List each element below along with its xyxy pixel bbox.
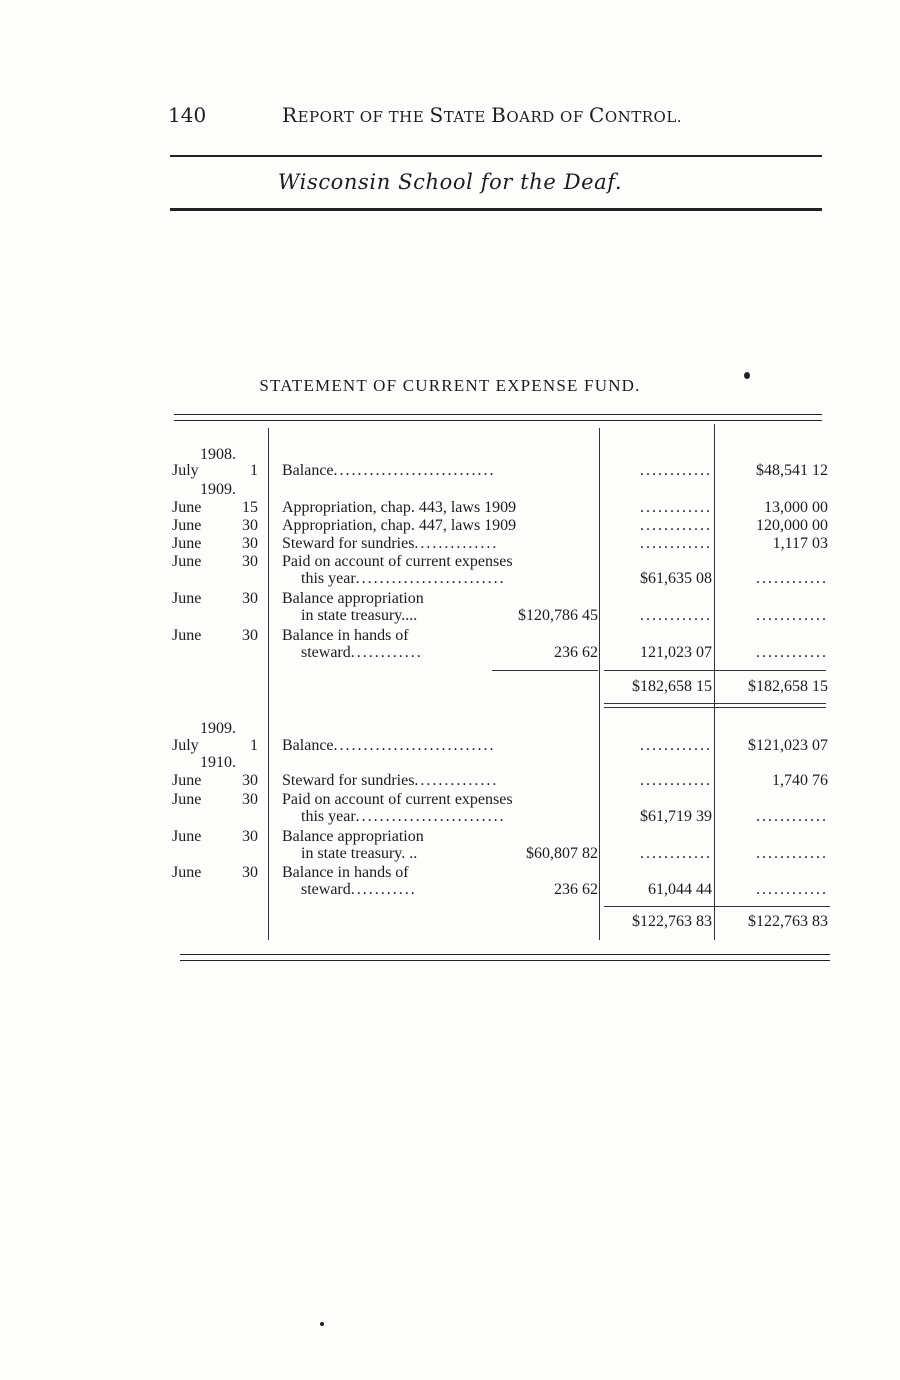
table-row: June 30 Steward for sundries.............. ............ 1,740 76: [172, 772, 828, 789]
table-row: June 30 Appropriation, chap. 447, laws 1909 ............ 120,000 00: [172, 517, 828, 534]
subtotal-rule: [492, 670, 598, 671]
section-title: Wisconsin School for the Deaf.: [277, 170, 623, 194]
running-head-cap: S: [429, 103, 444, 127]
table-row-continuation: steward............ 236 62 121,023 07 ............: [301, 644, 828, 661]
table-row: June 30 Balance appropriation: [172, 828, 424, 845]
table-rule-top: [174, 414, 822, 415]
table-row: June 30 Paid on account of current expenses: [172, 553, 513, 570]
total-row: $182,658 15 $182,658 15: [632, 678, 828, 695]
table-rule-bottom: [180, 954, 830, 955]
header-rule-top: [170, 155, 822, 157]
print-speck: [744, 372, 750, 379]
table-row: June 15 Appropriation, chap. 443, laws 1909 ............ 13,000 00: [172, 499, 828, 516]
total-rule: [604, 707, 826, 708]
page-number: 140: [168, 103, 207, 127]
table-row: June 30 Balance in hands of: [172, 627, 409, 644]
table-row: June 30 Balance appropriation: [172, 590, 424, 607]
table-rule-bottom: [180, 960, 830, 961]
year-heading: 1909.: [200, 720, 236, 737]
year-heading: 1909.: [200, 481, 236, 498]
running-head-cap: B: [491, 103, 507, 127]
table-row: July 1 Balance........................... ............ $48,541 12: [172, 462, 828, 479]
year-heading: 1910.: [200, 754, 236, 771]
table-rule-top: [174, 420, 822, 421]
table-row-continuation: this year......................... $61,635 08 ............: [301, 570, 828, 587]
running-head-cap: C: [589, 103, 605, 127]
running-head-cap: R: [282, 103, 298, 127]
table-row-continuation: in state treasury.... $120,786 45 ............ ............: [301, 607, 828, 624]
running-head-small-caps: ONTROL.: [604, 108, 683, 126]
running-head-small-caps: OARD OF: [506, 108, 590, 126]
header-rule-bottom: [170, 208, 822, 211]
subtotal-rule: [604, 670, 826, 671]
table-row-continuation: in state treasury. .. $60,807 82 ............ ............: [301, 845, 828, 862]
table-row-continuation: this year......................... $61,719 39 ............: [301, 808, 828, 825]
total-row: $122,763 83 $122,763 83: [632, 913, 828, 930]
running-head-small-caps: EPORT OF THE: [297, 108, 430, 126]
running-head: [282, 103, 682, 127]
table-row: June 30 Balance in hands of: [172, 864, 409, 881]
statement-title: STATEMENT OF CURRENT EXPENSE FUND.: [259, 376, 641, 395]
subtotal-rule: [604, 906, 830, 907]
running-head-small-caps: TATE: [443, 108, 492, 126]
table-row: June 30 Paid on account of current expenses: [172, 791, 513, 808]
table-row-continuation: steward........... 236 62 61,044 44 ............: [301, 881, 828, 898]
year-heading: 1908.: [200, 446, 236, 463]
print-speck: [320, 1322, 324, 1326]
total-rule: [604, 703, 826, 704]
table-row: June 30 Steward for sundries.............. ............ 1,117 03: [172, 535, 828, 552]
table-row: July 1 Balance........................... ............ $121,023 07: [172, 737, 828, 754]
